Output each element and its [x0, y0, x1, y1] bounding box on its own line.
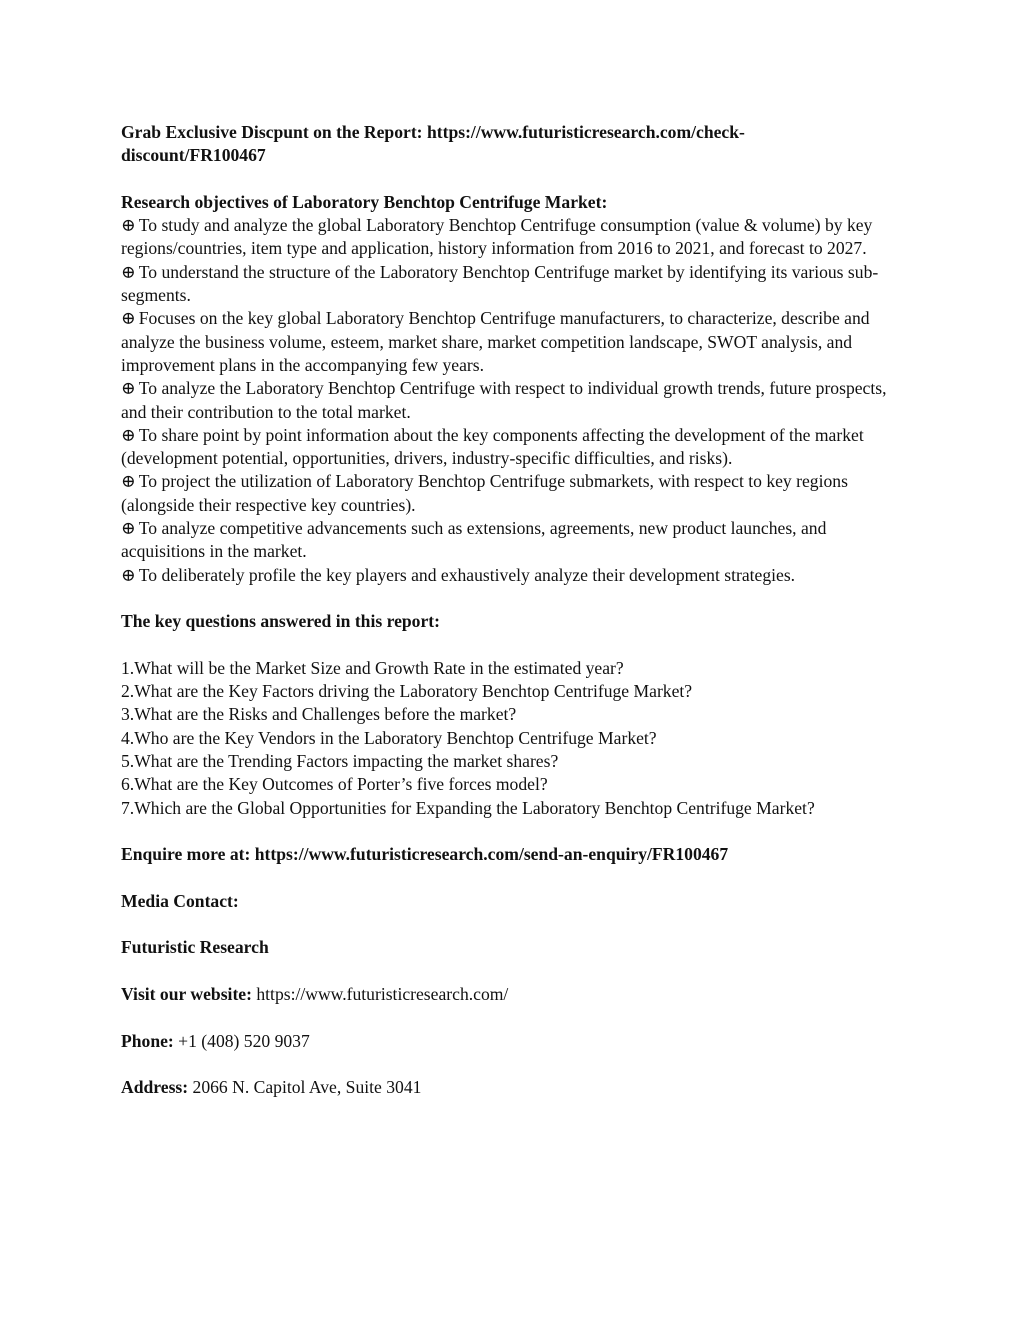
- circled-plus-icon: ⊕: [121, 471, 136, 492]
- objective-item: [121, 307, 911, 377]
- objective-text: To analyze competitive advancements such as extensions, agreements, new product launches, and acquisitions in the market.: [121, 518, 827, 562]
- objective-text: To project the utilization of Laboratory Benchtop Centrifuge submarkets, with respect to key regions (alongside their respective key countries).: [121, 471, 848, 515]
- spacer: [121, 587, 911, 610]
- discount-line-2: discount/FR100467: [121, 145, 266, 166]
- spacer: [121, 634, 911, 657]
- phone-line: [121, 1030, 911, 1053]
- circled-plus-icon: ⊕: [121, 424, 136, 445]
- questions-heading: The key questions answered in this report:: [121, 611, 440, 632]
- document-page: [121, 121, 911, 1099]
- objective-text: To share point by point information about the key components affecting the development of the market (development potential, opportunities, drivers, industry-specific difficulties, and risks).: [121, 424, 864, 469]
- circled-plus-icon: ⊕: [121, 564, 136, 585]
- media-contact-label: Media Contact:: [121, 890, 239, 911]
- question-item: 7.Which are the Global Opportunities for Expanding the Laboratory Benchtop Centrifuge Market?: [121, 797, 815, 818]
- objective-item: [121, 214, 911, 261]
- enquire-line: Enquire more at: https://www.futuristicresearch.com/send-an-enquiry/FR100467: [121, 844, 729, 865]
- circled-plus-icon: ⊕: [121, 215, 136, 236]
- spacer: [121, 820, 911, 843]
- discount-line-1: Grab Exclusive Discpunt on the Report: https://www.futuristicresearch.com/check-: [121, 122, 745, 142]
- address-line: [121, 1076, 911, 1099]
- objective-item: [121, 470, 911, 517]
- objective-item: [121, 261, 911, 308]
- question-item: 1.What will be the Market Size and Growth Rate in the estimated year?: [121, 657, 624, 678]
- objective-text: To study and analyze the global Laboratory Benchtop Centrifuge consumption (value & volume) by key regions/countries, item type and application, history information from 2016 to 2021, and forecast to 2027.: [121, 215, 873, 259]
- spacer: [121, 168, 911, 191]
- phone-value: +1 (408) 520 9037: [173, 1030, 310, 1051]
- circled-plus-icon: ⊕: [121, 378, 136, 399]
- website-line: [121, 983, 911, 1006]
- objective-text: Focuses on the key global Laboratory Benchtop Centrifuge manufacturers, to characterize, describe and analyze the business volume, esteem, market share, market competition landscape, SWOT analysis, and improvement plans in the accompanying few years.: [121, 308, 870, 375]
- question-item: 2.What are the Key Factors driving the Laboratory Benchtop Centrifuge Market?: [121, 681, 693, 702]
- spacer: [121, 913, 911, 936]
- objective-item: [121, 517, 911, 564]
- circled-plus-icon: ⊕: [121, 261, 136, 282]
- spacer: [121, 960, 911, 983]
- spacer: [121, 1006, 911, 1029]
- question-item: 6.What are the Key Outcomes of Porter’s five forces model?: [121, 774, 548, 795]
- objective-text: To analyze the Laboratory Benchtop Centrifuge with respect to individual growth trends, future prospects, and their contribution to the total market.: [121, 378, 887, 422]
- objectives-heading: Research objectives of Laboratory Benchtop Centrifuge Market:: [121, 191, 608, 212]
- website-label: Visit our website:: [121, 983, 252, 1004]
- spacer: [121, 867, 911, 890]
- address-value: 2066 N. Capitol Ave, Suite 3041: [188, 1077, 422, 1098]
- question-item: 3.What are the Risks and Challenges before the market?: [121, 704, 517, 725]
- spacer: [121, 1053, 911, 1076]
- objective-text: To deliberately profile the key players and exhaustively analyze their development strategies.: [138, 564, 796, 585]
- objective-item: [121, 377, 911, 424]
- company-name: Futuristic Research: [121, 937, 269, 958]
- objective-item: [121, 424, 911, 471]
- objective-item: [121, 564, 911, 587]
- circled-plus-icon: ⊕: [121, 308, 136, 329]
- question-item: 4.Who are the Key Vendors in the Laboratory Benchtop Centrifuge Market?: [121, 727, 657, 748]
- website-value: https://www.futuristicresearch.com/: [251, 983, 509, 1004]
- discount-line: [121, 121, 911, 168]
- question-item: 5.What are the Trending Factors impacting the market shares?: [121, 751, 559, 772]
- phone-label: Phone:: [121, 1030, 174, 1051]
- circled-plus-icon: ⊕: [121, 518, 136, 539]
- address-label: Address:: [121, 1077, 189, 1098]
- objective-text: To understand the structure of the Laboratory Benchtop Centrifuge market by identifying its various sub-segments.: [121, 261, 879, 306]
